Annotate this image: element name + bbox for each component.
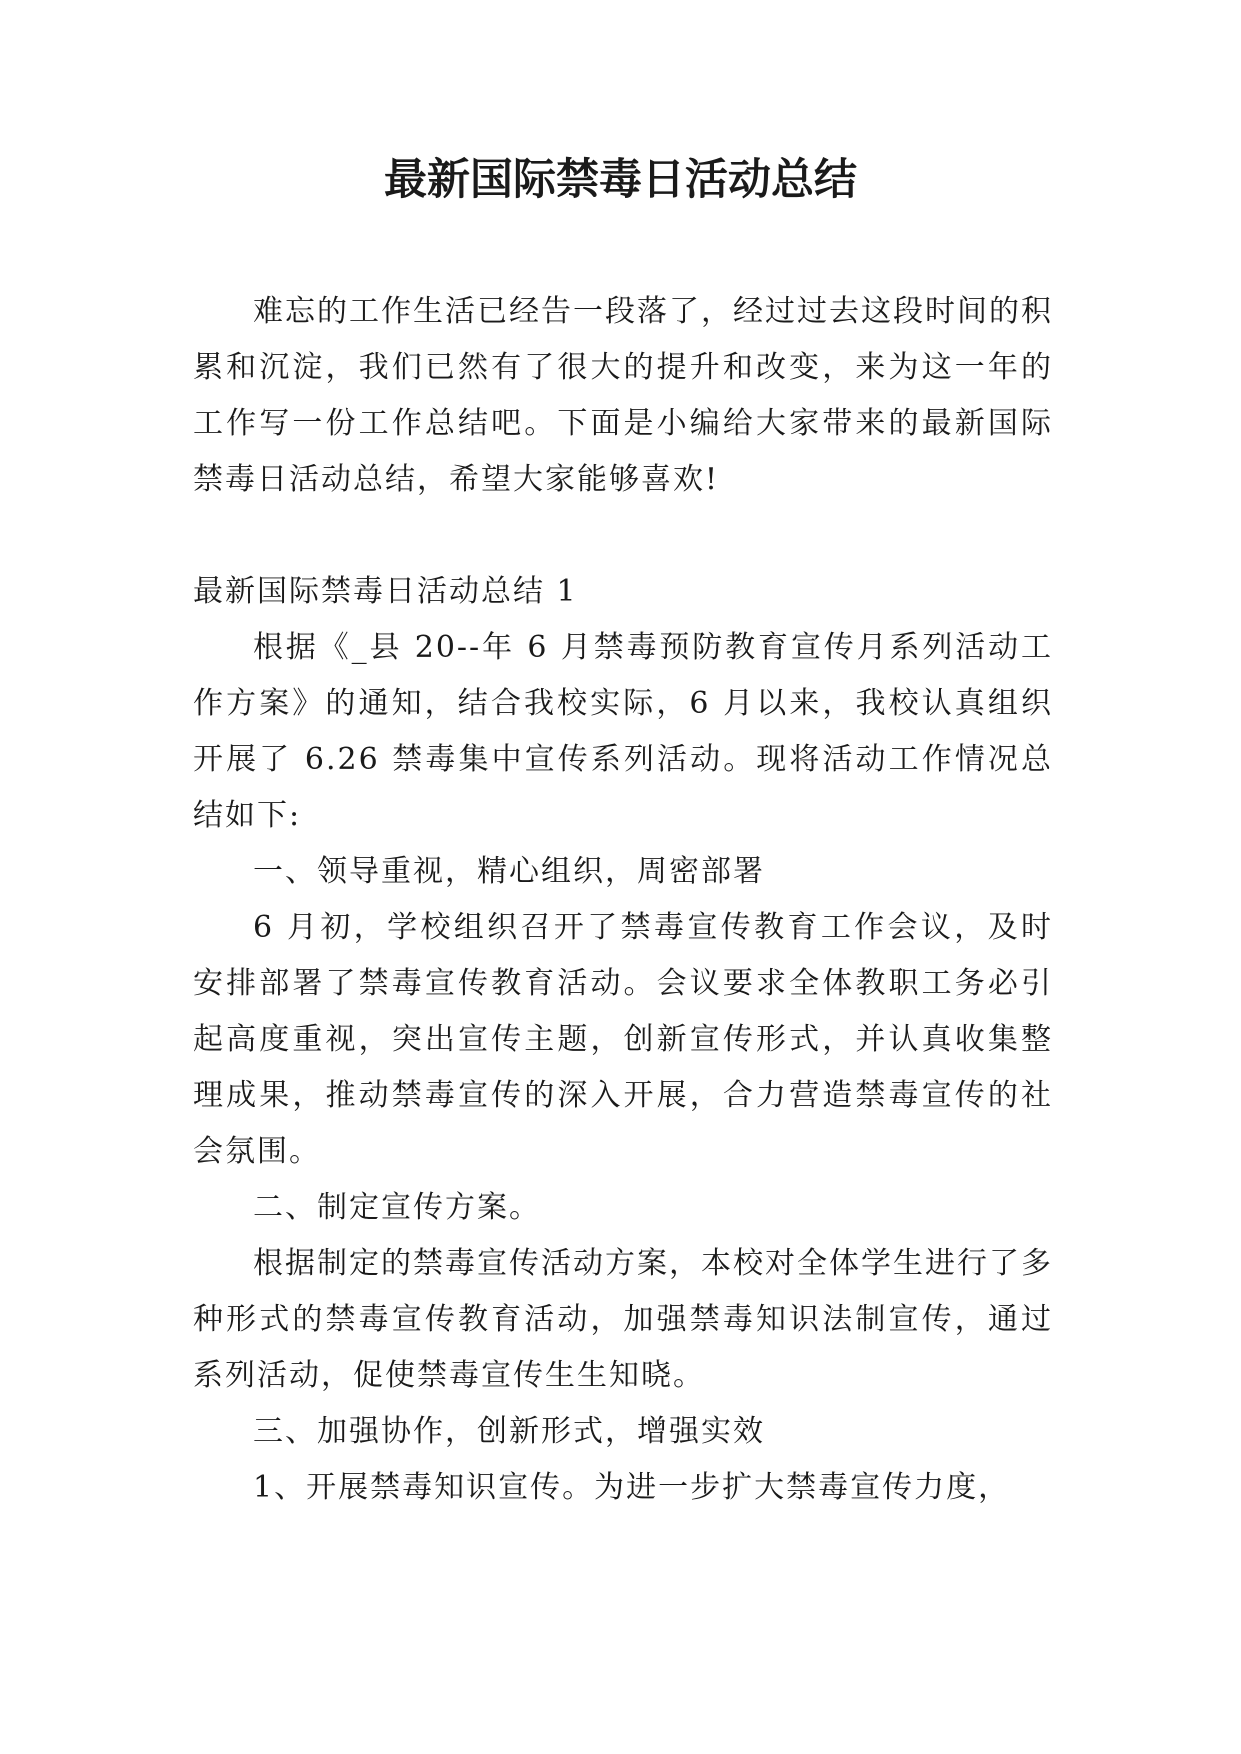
body-paragraph: 1、开展禁毒知识宣传。为进一步扩大禁毒宣传力度，: [253, 1470, 1011, 1505]
body-paragraph: 根据制定的禁毒宣传活动方案，本校对全体学生进行了多种形式的禁毒宣传教育活动，加强禁毒知识法制宣传，通过系列活动，促使禁毒宣传生生知晓。: [193, 1246, 1053, 1393]
document-body: [193, 284, 1053, 1516]
section-heading: 二、制定宣传方案。: [253, 1190, 541, 1225]
intro-paragraph: 难忘的工作生活已经告一段落了，经过过去这段时间的积累和沉淀，我们已然有了很大的提升和改变，来为这一年的工作写一份工作总结吧。下面是小编给大家带来的最新国际禁毒日活动总结，希望大家能够喜欢!: [193, 294, 1053, 497]
section-title: 最新国际禁毒日活动总结 1: [193, 574, 578, 609]
paragraph-spacer: [193, 508, 1053, 564]
body-paragraph: 根据《_县 20--年 6 月禁毒预防教育宣传月系列活动工作方案》的通知，结合我校实际，6 月以来，我校认真组织开展了 6.26 禁毒集中宣传系列活动。现将活动工作情况总结如下:: [193, 630, 1053, 833]
document-title: 最新国际禁毒日活动总结: [384, 155, 857, 205]
section-heading: 三、加强协作，创新形式，增强实效: [253, 1414, 765, 1449]
section-heading: 一、领导重视，精心组织，周密部署: [253, 854, 765, 889]
body-paragraph: 6 月初，学校组织召开了禁毒宣传教育工作会议，及时安排部署了禁毒宣传教育活动。会议要求全体教职工务必引起高度重视，突出宣传主题，创新宣传形式，并认真收集整理成果，推动禁毒宣传的深入开展，合力营造禁毒宣传的社会氛围。: [193, 910, 1053, 1169]
